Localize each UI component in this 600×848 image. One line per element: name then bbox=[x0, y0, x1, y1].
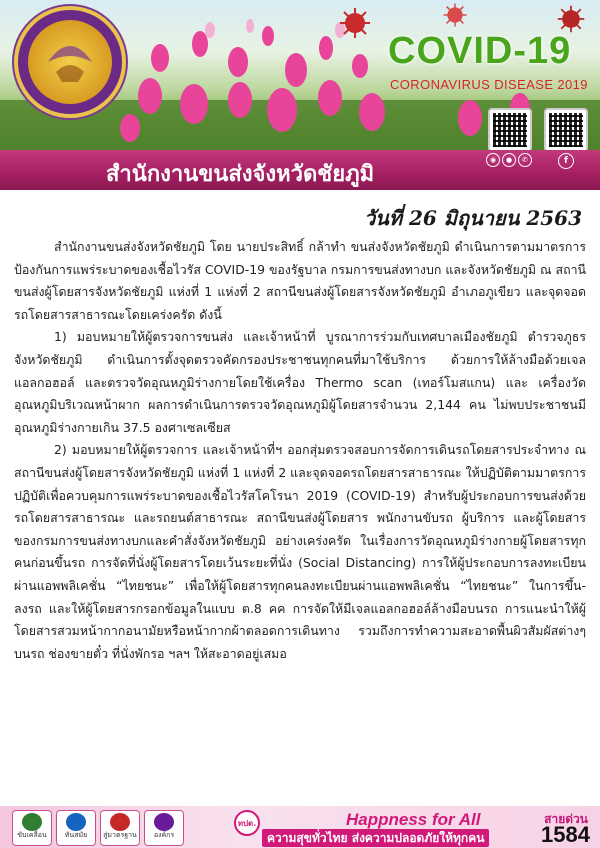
dept-badge-modern bbox=[56, 810, 96, 846]
organization-icon bbox=[154, 813, 174, 831]
seal-ring-icon bbox=[18, 10, 122, 114]
slogan-english: Happness for All bbox=[346, 810, 481, 829]
location-icon[interactable]: ◉ bbox=[486, 153, 500, 167]
news-body bbox=[14, 236, 586, 804]
covid-title: COVID-19 bbox=[388, 30, 572, 72]
facebook-icon[interactable]: f bbox=[558, 153, 574, 169]
transport-icon bbox=[110, 813, 130, 831]
tpd-logo: ทปด. bbox=[234, 810, 260, 836]
dept-badge-label: ทันสมัย bbox=[64, 831, 88, 839]
slogan-thai: ความสุขทั่วไทย ส่งความปลอดภัยให้ทุกคน bbox=[262, 829, 489, 847]
virus-icon bbox=[338, 6, 372, 40]
paragraph-intro: สำนักงานขนส่งจังหวัดชัยภูมิ โดย นายประสิทธิ์ กล้าทำ ขนส่งจังหวัดชัยภูมิ ดำเนินการตามมาตรการป้องกันการแพร่ระบาดของเชื้อไวรัส COVID-19 ของรัฐบาล กรมการขนส่งทางบก และจังหวัดชัยภูมิ ณ สถานีขนส่งผู้โดยสารจังหวัดชัยภูมิ แห่งที่ 1 แห่งที่ 2 สถานีขนส่งผู้โดยสารจังหวัดชัยภูมิ อำเภอภูเขียว และจุดจอดรถโดยสารสาธารณะโดยเคร่งครัด ดังนี้ bbox=[14, 239, 586, 322]
thumbs-up-icon bbox=[66, 813, 86, 831]
dept-badge-standard bbox=[100, 810, 140, 846]
phone-icon[interactable]: ✆ bbox=[518, 153, 532, 167]
hotline-label: สายด่วน bbox=[544, 812, 588, 826]
dept-badge-drive bbox=[12, 810, 52, 846]
qr-code-icon bbox=[493, 113, 527, 147]
paragraph-item-1: 1) มอบหมายให้ผู้ตรวจการขนส่ง และเจ้าหน้าที่ บูรณาการร่วมกับเทศบาลเมืองชัยภูมิ ตำรวจภูธรจังหวัดชัยภูมิ ดำเนินการตั้งจุดตรวจคัดกรองประชาชนทุกคนที่มาใช้บริการ ด้วยการให้ล้างมือด้วยเจลแอลกอฮอล์ และตรวจวัดอุณหภูมิร่างกายโดยใช้เครื่อง Thermo scan (เทอร์โมสแกน) และ เครื่องวัดอุณหภูมิบริเวณหน้าผาก ผลการดำเนินการตรวจวัดอุณหภูมิผู้โดยสารจำนวน 2,144 คน ไม่พบประชาชนมีอุณหภูมิร่างกายเกิน 37.5 องศาเซลเซียส bbox=[14, 329, 586, 435]
dept-badge-label: ขับเคลื่อน bbox=[17, 831, 47, 839]
virus-icon bbox=[442, 2, 468, 28]
dept-badge-organization bbox=[144, 810, 184, 846]
line-icon[interactable]: ● bbox=[502, 153, 516, 167]
hotline-number[interactable]: 1584 bbox=[541, 822, 590, 847]
department-seal-icon bbox=[14, 6, 126, 118]
drive-forward-icon bbox=[22, 813, 42, 831]
news-date: วันที่ 26 มิถุนายน 2563 bbox=[363, 206, 582, 230]
qr-code-line[interactable] bbox=[488, 108, 532, 152]
qr-code-facebook[interactable] bbox=[544, 108, 588, 152]
qr-code-icon bbox=[549, 113, 583, 147]
dept-badge-label: องค์กร bbox=[153, 831, 175, 839]
paragraph-item-2: 2) มอบหมายให้ผู้ตรวจการ และเจ้าหน้าที่ฯ ออกสุ่มตรวจสอบการจัดการเดินรถโดยสารประจำทาง ณ สถานีขนส่งผู้โดยสารจังหวัดชัยภูมิ แห่งที่ 1 แห่งที่ 2 และจุดจอดรถโดยสารสาธารณะ ให้ปฏิบัติตามมาตรการปฏิบัติเพื่อควบคุมการแพร่ระบาดของเชื้อไวรัสโคโรนา 2019 (COVID-19) สำหรับผู้ประกอบการขนส่งด้วยรถโดยสารสาธารณะ และรถยนต์สาธารณะ สถานีขนส่งผู้โดยสาร พนักงานขับรถ ผู้บริการ และผู้โดยสาร ของกรมการขนส่งทางบกและคำสั่งจังหวัดชัยภูมิ อย่างเคร่งครัด ในเรื่องการวัดอุณหภูมิร่างกายผู้โดยสารทุกคนก่อนขึ้นรถ การจัดที่นั่งผู้โดยสารโดยเว้นระยะที่นั่ง (Social Distancing) การให้ผู้ประกอบการลงทะเบียนผ่านแอพพลิเคชั่น “ไทยชนะ” เพื่อให้ผู้โดยสารทุกคนลงทะเบียนผ่านแอพพลิเคชั่น “ไทยชนะ” ในการขึ้น-ลงรถ และให้ผู้โดยสารกรอกข้อมูลในแบบ ต.8 คค การจัดให้มีเจลแอลกอฮอล์ล้างมือบนรถ การแนะนำให้ผู้โดยสารสวมหน้ากากอนามัยหรือหน้ากากผ้าตลอดการเดินทาง รวมถึงการทำความสะอาดพื้นผิวสัมผัสต่างๆ บนรถ ช่องขายตั๋ว ที่นั่งพักรอ ฯลฯ ให้สะอาดอยู่เสมอ bbox=[14, 442, 586, 661]
dept-badge-label: สู่มาตรฐาน bbox=[103, 831, 137, 839]
office-title: สำนักงานขนส่งจังหวัดชัยภูมิ bbox=[106, 162, 375, 187]
covid-subtitle: CORONAVIRUS DISEASE 2019 bbox=[390, 77, 588, 92]
